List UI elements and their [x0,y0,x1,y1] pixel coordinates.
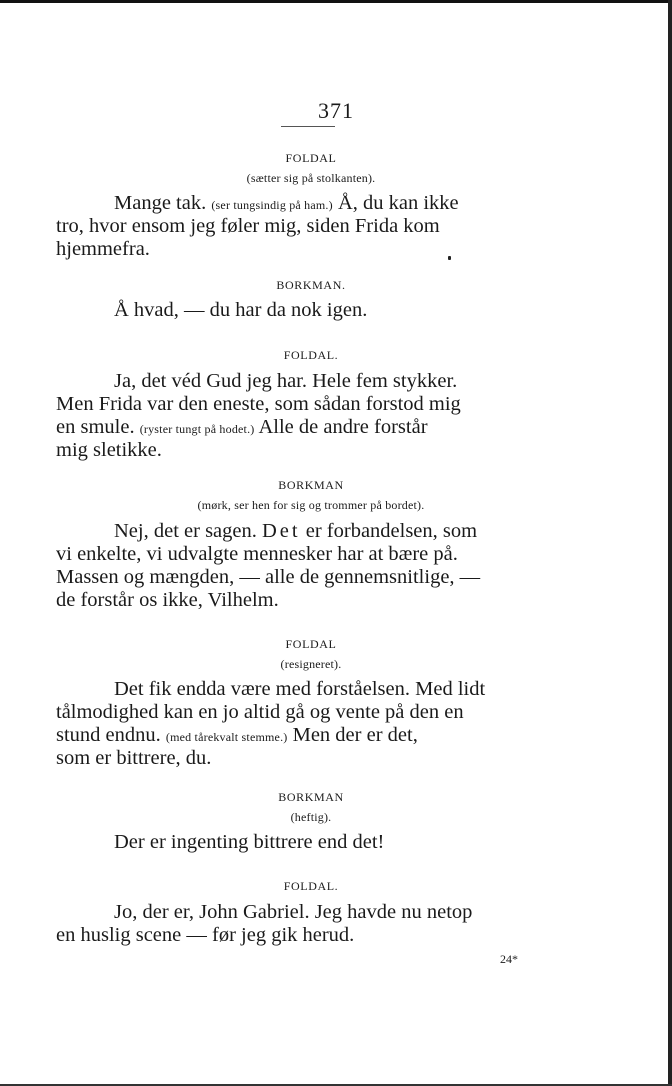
speaker-label: FOLDAL. [283,879,339,893]
dialogue-line [56,192,552,217]
dialogue-line: Å hvad, — du har da nok igen. [114,299,368,321]
dialogue-line: Jo, der er, John Gabriel. Jeg havde nu netop [114,901,473,923]
inline-stage-direction: (ryster tungt på hodet.) [139,422,255,436]
dialogue-line: hjemmefra. [56,238,150,260]
speaker-label: FOLDAL. [283,348,339,362]
dialogue-line: vi enkelte, vi udvalgte mennesker har at bære på. [56,543,458,565]
inline-stage-direction: (med tårekvalt stemme.) [165,730,288,744]
dialogue-line: tro, hvor ensom jeg føler mig, siden Frida kom [56,215,440,237]
dialogue-text: Å, du kan ikke [337,192,459,214]
speaker-label: FOLDAL [285,637,337,651]
page-number-rule [281,126,335,127]
page-number: 371 [318,98,354,123]
dialogue-text: stund endnu. [56,724,161,746]
dialogue-line: Massen og mængden, — alle de gennemsnitlige, — [56,566,481,588]
stage-direction: (mørk, ser hen for sig og trommer på bordet). [197,498,425,512]
dialogue-line: de forstår os ikke, Vilhelm. [56,589,279,611]
stage-direction: (heftig). [290,810,332,824]
page-edge-top [0,0,672,3]
speaker-label: FOLDAL [285,151,337,165]
dialogue-line: Men Frida var den eneste, som sådan forstod mig [56,393,461,415]
dialogue-line: mig sletikke. [56,439,162,461]
emphasized-word: Det [262,520,301,542]
dialogue-line [56,520,552,543]
speaker-label: BORKMAN. [276,278,346,292]
dialogue-text: Men der er det, [292,724,418,746]
dialogue-line: Det fik endda være med forståelsen. Med lidt [114,678,486,700]
dialogue-line: som er bittrere, du. [56,747,212,769]
dialogue-line: Der er ingenting bittrere end det! [114,831,385,853]
dialogue-text: Alle de andre forstår [258,416,428,438]
dialogue-line [56,416,552,441]
stage-direction: (sætter sig på stolkanten). [246,171,376,185]
dialogue-text: Mange tak. [114,192,207,214]
signature-mark: 24* [500,952,518,966]
speaker-label: BORKMAN [278,478,344,492]
dialogue-text: Nej, det er sagen. [114,520,257,542]
dialogue-line [56,724,552,749]
dialogue-line: Ja, det véd Gud jeg har. Hele fem stykker. [114,370,458,392]
ink-speck [448,256,451,260]
dialogue-line: tålmodighed kan en jo altid gå og vente på den en [56,701,464,723]
dialogue-text: en smule. [56,416,135,438]
page-edge-right [668,0,672,1086]
dialogue-text: er forbandelsen, som [305,520,478,542]
dialogue-line: en huslig scene — før jeg gik herud. [56,924,355,946]
speaker-label: BORKMAN [278,790,344,804]
stage-direction: (resigneret). [280,657,342,671]
inline-stage-direction: (ser tungsindig på ham.) [211,198,333,212]
